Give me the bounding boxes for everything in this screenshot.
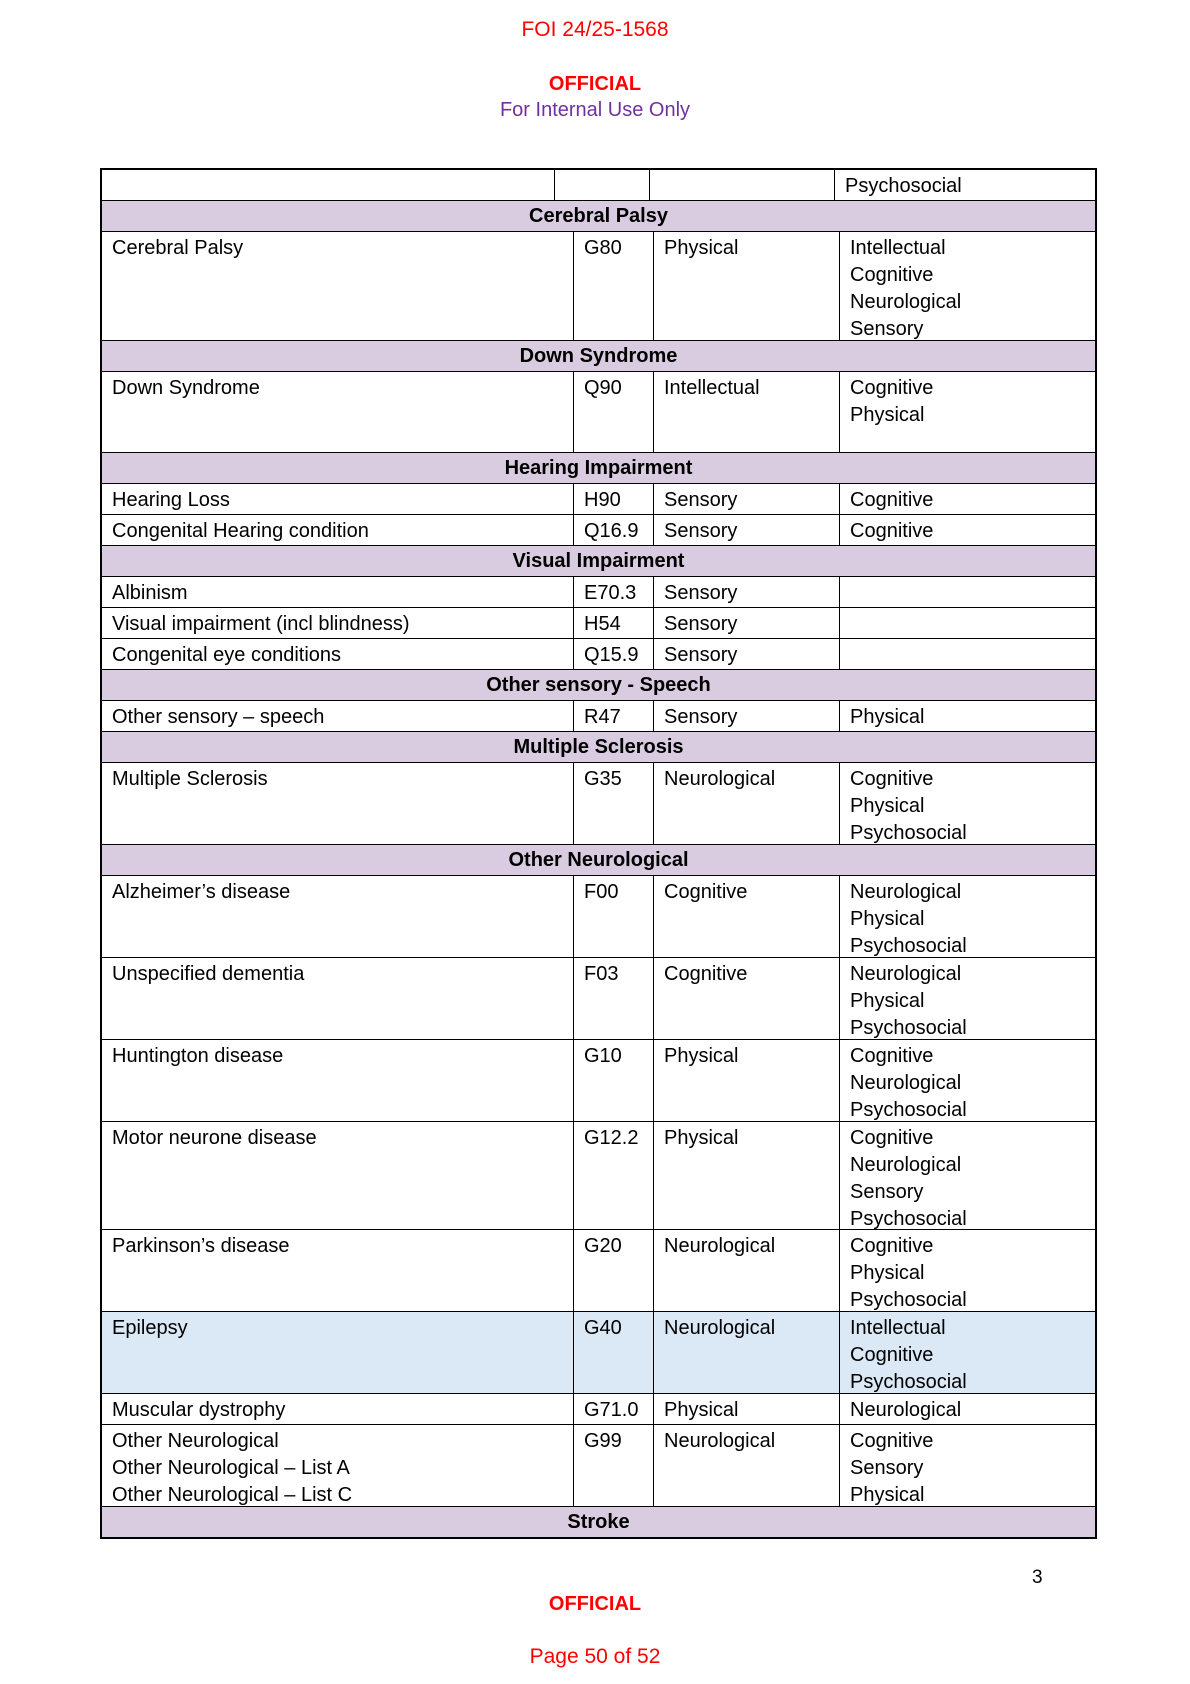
table-row: Congenital eye conditions Q15.9 Sensory [102,639,1095,670]
classification-top: OFFICIAL [548,73,642,95]
table-row: Other sensory – speech R47 Sensory Physical [102,701,1095,732]
table-row: Motor neurone disease G12.2 Physical Cognitive Neurological Sensory Psychosocial [102,1122,1095,1230]
table-row: Unspecified dementia F03 Cognitive Neurological Physical Psychosocial [102,958,1095,1040]
section-header: Stroke [102,1507,1095,1537]
table-row: Alzheimer’s disease F00 Cognitive Neurological Physical Psychosocial [102,876,1095,958]
conditions-table [100,168,1097,1539]
section-header: Hearing Impairment [102,453,1095,484]
section-header: Cerebral Palsy [102,201,1095,232]
table-row: Muscular dystrophy G71.0 Physical Neurological [102,1394,1095,1425]
table-row: Visual impairment (incl blindness) H54 Sensory [102,608,1095,639]
table-row: Parkinson’s disease G20 Neurological Cognitive Physical Psychosocial [102,1230,1095,1312]
table-row: Hearing Loss H90 Sensory Cognitive [102,484,1095,515]
foi-reference: FOI 24/25-1568 [521,18,669,41]
table-row: Other Neurological Other Neurological – List A Other Neurological – List C G99 Neurological Cognitive Sensory Physical [102,1425,1095,1507]
table-row: Cerebral Palsy G80 Physical Intellectual Cognitive Neurological Sensory [102,232,1095,341]
section-header: Other sensory - Speech [102,670,1095,701]
table-row: Psychosocial [102,170,1095,201]
page-number: 3 [1032,1567,1043,1588]
section-header: Down Syndrome [102,341,1095,372]
table-row: Huntington disease G10 Physical Cognitive Neurological Psychosocial [102,1040,1095,1122]
table-row-highlighted: Epilepsy G40 Neurological Intellectual Cognitive Psychosocial [102,1312,1095,1394]
page-counter: Page 50 of 52 [529,1645,661,1668]
section-header: Multiple Sclerosis [102,732,1095,763]
section-header: Other Neurological [102,845,1095,876]
table-row: Congenital Hearing condition Q16.9 Sensory Cognitive [102,515,1095,546]
handling-caveat: For Internal Use Only [499,99,691,121]
table-row: Multiple Sclerosis G35 Neurological Cognitive Physical Psychosocial [102,763,1095,845]
table-row: Down Syndrome Q90 Intellectual Cognitive Physical [102,372,1095,453]
section-header: Visual Impairment [102,546,1095,577]
classification-bottom: OFFICIAL [548,1593,642,1615]
table-row: Albinism E70.3 Sensory [102,577,1095,608]
